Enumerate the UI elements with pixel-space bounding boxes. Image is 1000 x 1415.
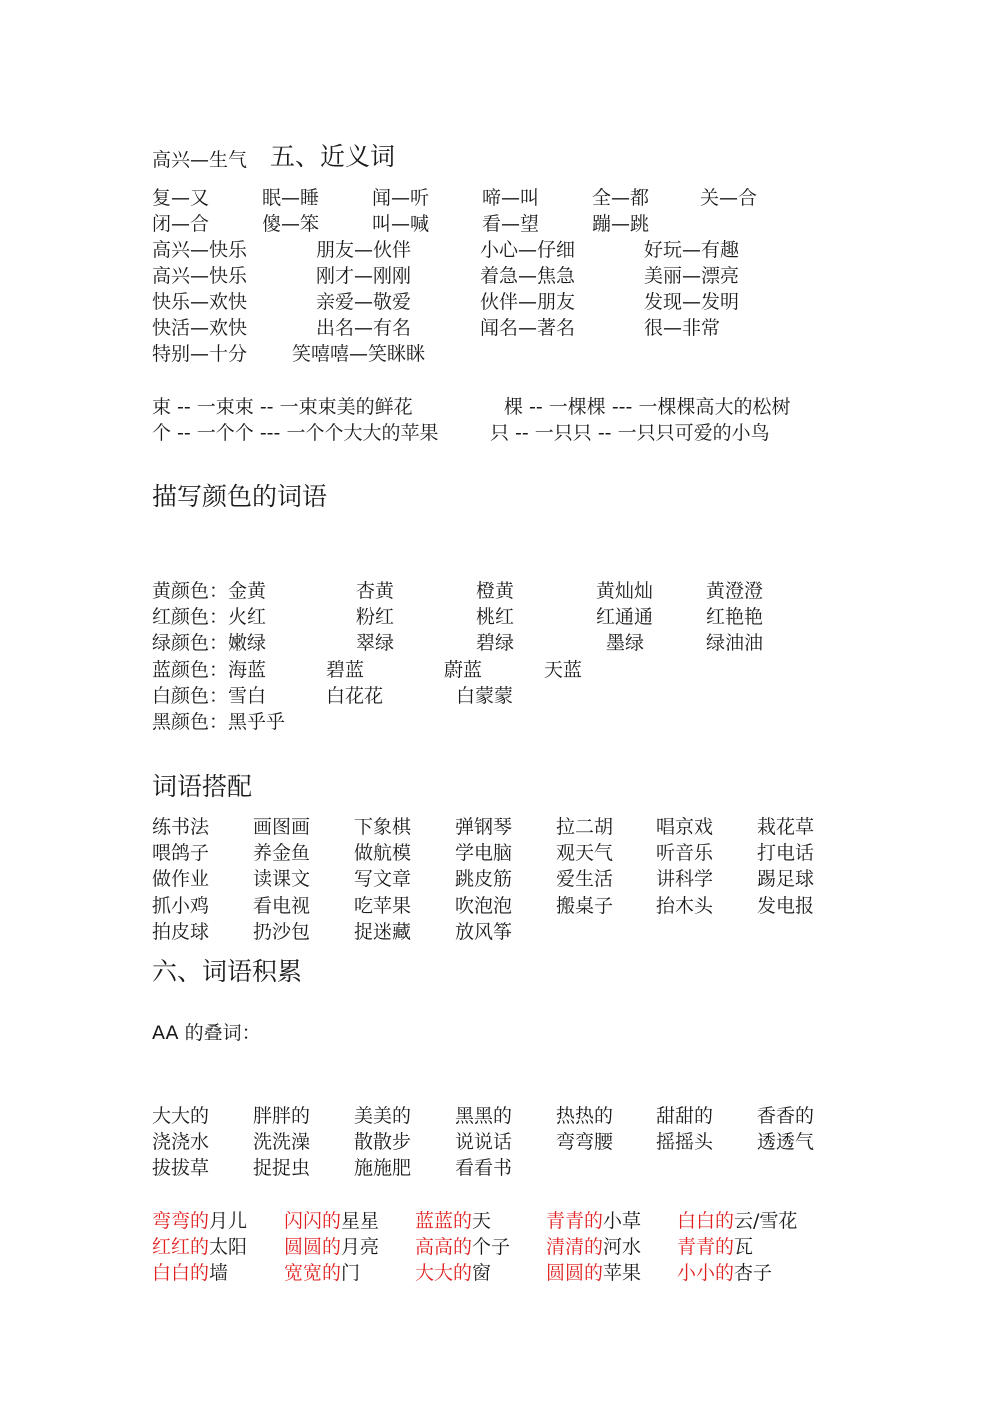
color-word: 黑颜色：黑乎乎 [152, 711, 286, 733]
phrase-adjective: 白白的 [677, 1210, 735, 1232]
section-title-collocation: 词语搭配 [152, 772, 253, 801]
collocation-item: 做航模 [354, 842, 412, 864]
measure-word-line: 只 -- 一只只 -- 一只只可爱的小鸟 [490, 422, 770, 444]
phrase-adjective: 白白的 [152, 1262, 210, 1284]
collocation-item: 读课文 [253, 868, 311, 890]
collocation-item: 抓小鸡 [152, 895, 210, 917]
collocation-item: 养金鱼 [253, 842, 311, 864]
phrase-noun: 河水 [603, 1236, 642, 1258]
section-title-accumulation: 六、词语积累 [152, 957, 303, 986]
synonym-item: 看—望 [482, 213, 540, 235]
synonym-item: 傻—笨 [262, 213, 320, 235]
phrase-adjective: 青青的 [677, 1236, 735, 1258]
color-word: 翠绿 [356, 632, 395, 654]
phrase [284, 1260, 360, 1286]
measure-word-line: 束 -- 一束束 -- 一束束美的鲜花 [152, 396, 413, 418]
phrase-noun: 天 [472, 1210, 492, 1232]
aa-word: 洗洗澡 [253, 1131, 311, 1153]
synonym-item: 特别—十分 [152, 343, 248, 365]
phrase [415, 1208, 491, 1234]
synonym-item: 快乐—欢快 [152, 291, 248, 313]
phrase [546, 1260, 641, 1286]
phrase-adjective: 高高的 [415, 1236, 473, 1258]
collocation-item: 讲科学 [656, 868, 714, 890]
collocation-item: 下象棋 [354, 816, 412, 838]
collocation-item: 看电视 [253, 895, 311, 917]
collocation-item: 学电脑 [455, 842, 513, 864]
color-word: 杏黄 [356, 580, 395, 602]
phrase-noun: 个子 [472, 1236, 511, 1258]
phrase-noun: 墙 [209, 1262, 229, 1284]
color-word: 粉红 [356, 606, 395, 628]
collocation-item: 抬木头 [656, 895, 714, 917]
color-word: 蓝颜色：海蓝 [152, 659, 267, 681]
synonym-item: 美丽—漂亮 [644, 265, 740, 287]
color-word: 白颜色：雪白 [152, 685, 267, 707]
aa-word: 摇摇头 [656, 1131, 714, 1153]
synonym-item: 快活—欢快 [152, 317, 248, 339]
synonym-item: 发现—发明 [644, 291, 740, 313]
phrase [152, 1208, 247, 1234]
phrase-adjective: 弯弯的 [152, 1210, 210, 1232]
aa-word: 黑黑的 [455, 1105, 513, 1127]
phrase-noun: 门 [341, 1262, 361, 1284]
phrase [677, 1208, 797, 1234]
synonym-item: 刚才—刚刚 [316, 265, 412, 287]
collocation-item: 搬桌子 [556, 895, 614, 917]
phrase-adjective: 闪闪的 [284, 1210, 342, 1232]
color-word: 天蓝 [544, 659, 583, 681]
color-word: 黄颜色：金黄 [152, 580, 267, 602]
phrase-noun: 瓦 [734, 1236, 754, 1258]
color-word: 桃红 [476, 606, 515, 628]
synonym-item: 很—非常 [644, 317, 721, 339]
phrase [677, 1260, 772, 1286]
phrase [546, 1208, 641, 1234]
phrase-noun: 苹果 [603, 1262, 642, 1284]
color-word: 碧绿 [476, 632, 515, 654]
collocation-item: 踢足球 [757, 868, 815, 890]
collocation-item: 吹泡泡 [455, 895, 513, 917]
collocation-item: 观天气 [556, 842, 614, 864]
collocation-item: 画图画 [253, 816, 311, 838]
aa-word: 看看书 [455, 1157, 513, 1179]
color-word: 碧蓝 [326, 659, 365, 681]
phrase [415, 1260, 491, 1286]
color-word: 白花花 [326, 685, 384, 707]
measure-word-line: 个 -- 一个个 --- 一个个大大的苹果 [152, 422, 439, 444]
aa-word: 香香的 [757, 1105, 815, 1127]
phrase [677, 1234, 753, 1260]
collocation-item: 拉二胡 [556, 816, 614, 838]
aa-word: 甜甜的 [656, 1105, 714, 1127]
synonym-item: 高兴—快乐 [152, 239, 248, 261]
collocation-item: 跳皮筋 [455, 868, 513, 890]
phrase-noun: 月亮 [341, 1236, 380, 1258]
phrase [152, 1234, 247, 1260]
aa-word: 弯弯腰 [556, 1131, 614, 1153]
color-word: 墨绿 [606, 632, 645, 654]
section-title-colors: 描写颜色的词语 [152, 482, 328, 511]
phrase-noun: 小草 [603, 1210, 642, 1232]
heading-prefix: 高兴—生气 [152, 149, 248, 171]
synonym-item: 闻—听 [372, 187, 430, 209]
collocation-item: 吃苹果 [354, 895, 412, 917]
phrase-adjective: 小小的 [677, 1262, 735, 1284]
collocation-item: 扔沙包 [253, 921, 311, 943]
phrase-noun: 太阳 [209, 1236, 248, 1258]
phrase-adjective: 蓝蓝的 [415, 1210, 473, 1232]
phrase-adjective: 大大的 [415, 1262, 473, 1284]
measure-word-line: 棵 -- 一棵棵 --- 一棵棵高大的松树 [504, 396, 791, 418]
phrase-noun: 月儿 [209, 1210, 248, 1232]
phrase [152, 1260, 228, 1286]
aa-word: 散散步 [354, 1131, 412, 1153]
phrase [284, 1234, 379, 1260]
collocation-item: 唱京戏 [656, 816, 714, 838]
aa-word: 美美的 [354, 1105, 412, 1127]
aa-word: 捉捉虫 [253, 1157, 311, 1179]
synonym-item: 闭—合 [152, 213, 210, 235]
color-word: 黄澄澄 [706, 580, 764, 602]
synonym-item: 啼—叫 [482, 187, 540, 209]
aa-word: 施施肥 [354, 1157, 412, 1179]
color-word: 黄灿灿 [596, 580, 654, 602]
collocation-item: 打电话 [757, 842, 815, 864]
collocation-item: 栽花草 [757, 816, 815, 838]
color-word: 蔚蓝 [444, 659, 483, 681]
collocation-item: 写文章 [354, 868, 412, 890]
section-title-synonyms: 五、近义词 [270, 142, 396, 171]
collocation-item: 听音乐 [656, 842, 714, 864]
synonym-item: 着急—焦急 [480, 265, 576, 287]
synonym-item: 伙伴—朋友 [480, 291, 576, 313]
color-word: 绿颜色：嫩绿 [152, 632, 267, 654]
collocation-item: 捉迷藏 [354, 921, 412, 943]
synonym-item: 出名—有名 [316, 317, 412, 339]
synonym-item: 朋友—伙伴 [316, 239, 412, 261]
synonym-item: 笑嘻嘻—笑眯眯 [292, 343, 426, 365]
aa-subtitle: AA 的叠词： [152, 1022, 261, 1044]
phrase [546, 1234, 641, 1260]
collocation-item: 发电报 [757, 895, 815, 917]
synonym-item: 叫—喊 [372, 213, 430, 235]
color-word: 白蒙蒙 [456, 685, 514, 707]
phrase-noun: 星星 [341, 1210, 380, 1232]
phrase [284, 1208, 379, 1234]
synonym-item: 高兴—快乐 [152, 265, 248, 287]
color-word: 橙黄 [476, 580, 515, 602]
collocation-item: 弹钢琴 [455, 816, 513, 838]
aa-word: 浇浇水 [152, 1131, 210, 1153]
synonym-item: 小心—仔细 [480, 239, 576, 261]
synonym-item: 好玩—有趣 [644, 239, 740, 261]
collocation-item: 放风筝 [455, 921, 513, 943]
aa-word: 大大的 [152, 1105, 210, 1127]
collocation-item: 拍皮球 [152, 921, 210, 943]
synonym-item: 闻名—著名 [480, 317, 576, 339]
color-word: 绿油油 [706, 632, 764, 654]
color-word: 红艳艳 [706, 606, 764, 628]
aa-word: 说说话 [455, 1131, 513, 1153]
synonym-item: 眠—睡 [262, 187, 320, 209]
aa-word: 热热的 [556, 1105, 614, 1127]
phrase-adjective: 圆圆的 [546, 1262, 604, 1284]
phrase-adjective: 宽宽的 [284, 1262, 342, 1284]
synonym-item: 全—都 [592, 187, 650, 209]
synonym-item: 关—合 [700, 187, 758, 209]
color-word: 红通通 [596, 606, 654, 628]
phrase-adjective: 青青的 [546, 1210, 604, 1232]
aa-word: 拔拔草 [152, 1157, 210, 1179]
phrase-noun: 杏子 [734, 1262, 773, 1284]
aa-word: 透透气 [757, 1131, 815, 1153]
phrase-noun: 窗 [472, 1262, 492, 1284]
synonym-item: 复—又 [152, 187, 210, 209]
collocation-item: 做作业 [152, 868, 210, 890]
phrase-noun: 云/雪花 [734, 1210, 798, 1232]
phrase-adjective: 清清的 [546, 1236, 604, 1258]
phrase [415, 1234, 510, 1260]
aa-word: 胖胖的 [253, 1105, 311, 1127]
phrase-adjective: 红红的 [152, 1236, 210, 1258]
phrase-adjective: 圆圆的 [284, 1236, 342, 1258]
color-word: 红颜色：火红 [152, 606, 267, 628]
collocation-item: 爱生活 [556, 868, 614, 890]
synonym-item: 亲爱—敬爱 [316, 291, 412, 313]
synonym-item: 蹦—跳 [592, 213, 650, 235]
collocation-item: 喂鸽子 [152, 842, 210, 864]
collocation-item: 练书法 [152, 816, 210, 838]
